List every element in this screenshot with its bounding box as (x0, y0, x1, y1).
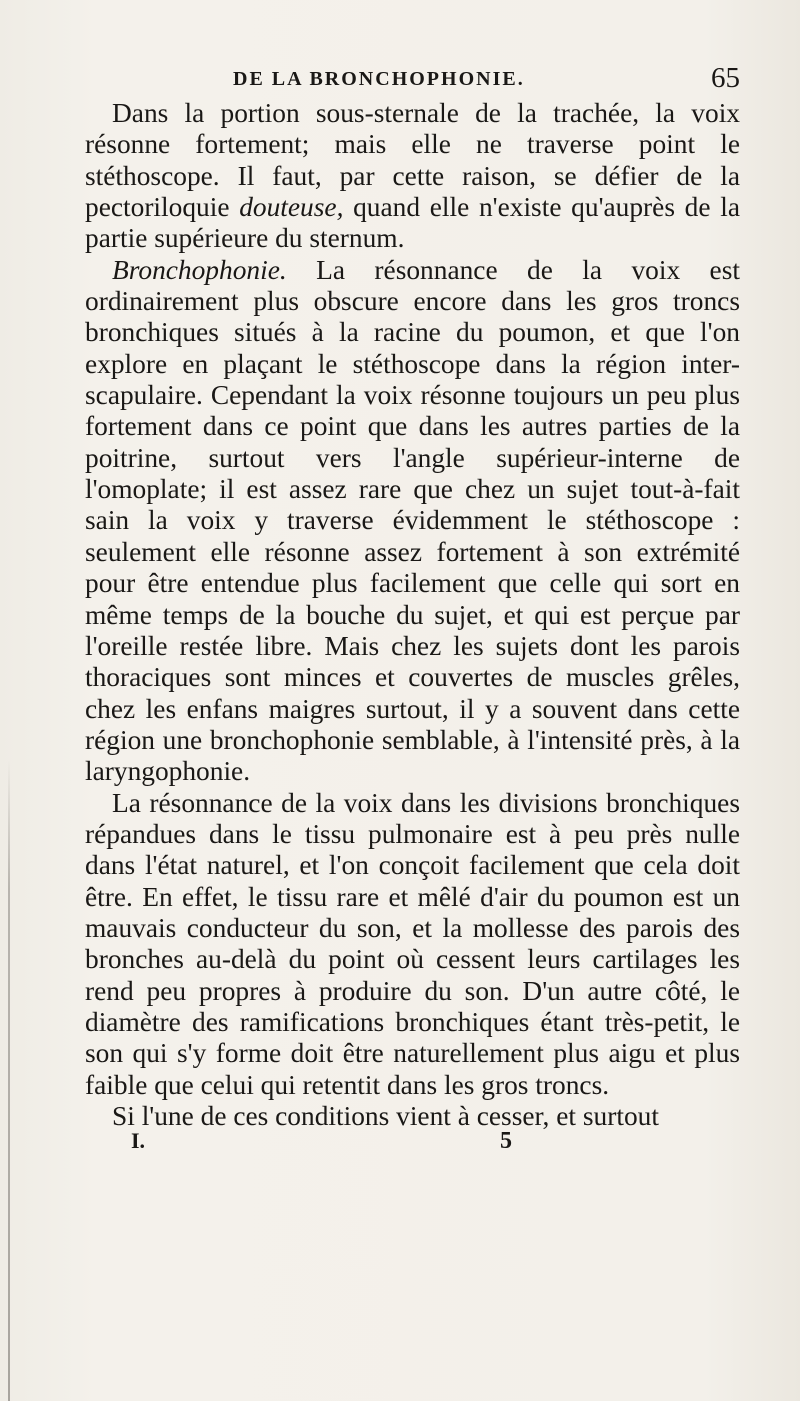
text-run: La résonnance de la voix dans les divisions bronchiques répandues dans le tissu pulmonaire est à peu près nulle dans l'état naturel, et l'on conçoit facilement que cela doit être. En effet, le tissu rare et mêlé d'air du poumon est un mauvais conducteur du son, et la mollesse des parois des bronches au-delà du point où cessent leurs cartilages les rend peu propres à produire du son. D'un autre côté, le diamètre des ramifications bronchiques étant très-petit, le son qui s'y forme doit être naturellement plus aigu et plus faible que celui qui retentit dans les gros troncs. (85, 787, 740, 1100)
page-footer (85, 1128, 740, 1160)
volume-mark: I. (131, 1128, 146, 1153)
body-text (85, 98, 740, 1132)
signature-mark: 5 (500, 1128, 512, 1154)
paragraph (85, 98, 740, 255)
text-run: Dans la portion sous-sternale de la trachée, la voix résonne fortement; mais elle ne traverse point le stéthoscope. Il faut, par cette raison, se défier de la pectoriloquie (85, 98, 740, 223)
page-edge-shadow (8, 760, 10, 1401)
text-run: La résonnance de la voix est ordinairement plus obscure encore dans les gros troncs bronchiques situés à la racine du poumon, et que l'on explore en plaçant le stéthoscope dans la région inter-scapulaire. Cependant la voix résonne toujours un peu plus fortement dans ce point que dans les autres parties de la poitrine, surtout vers l'angle supérieur-interne de l'omoplate; il est assez rare que chez un sujet tout-à-fait sain la voix y traverse évidemment le stéthoscope : seulement elle résonne assez fortement à son extrémité pour être entendue plus facilement que celle qui sort en même temps de la bouche du sujet, et qui est perçue par l'oreille restée libre. Mais chez les sujets dont les parois thoraciques sont minces et couvertes de muscles grêles, chez les enfans maigres surtout, il y a souvent dans cette région une bronchophonie semblable, à l'intensité près, à la laryngophonie. (85, 254, 740, 787)
italic-text: douteuse, (239, 192, 344, 223)
running-head: DE LA BRONCHOPHONIE. (233, 68, 525, 90)
paragraph (85, 788, 740, 1101)
page-header (85, 62, 740, 102)
page-number: 65 (711, 62, 740, 94)
text-run: quand elle n'existe qu'auprès de la partie supérieure du sternum. (85, 192, 740, 254)
text-run: Si l'une de ces conditions vient à cesser, et surtout (112, 1101, 659, 1131)
paragraph (85, 255, 740, 788)
italic-text: Bronchophonie. (112, 254, 287, 285)
